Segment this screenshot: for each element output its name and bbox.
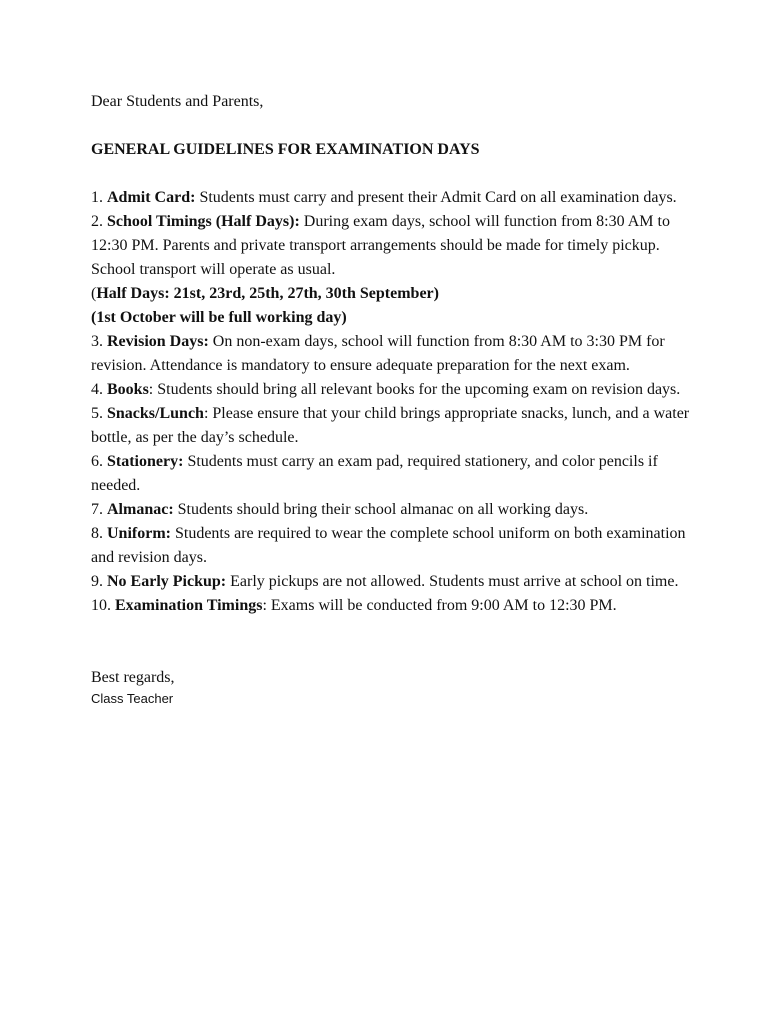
item-text: On non-exam days, school will function from 8:30 AM to 3:30 PM for revision. Attendance is mandatory to ensure adequate preparation for the next exam. [91,333,665,374]
list-item [91,522,691,570]
item-title: Books [107,381,149,398]
guidelines-list [91,186,691,618]
item-title: Revision Days: [107,333,209,350]
half-days-note [91,282,691,306]
item-title: Admit Card: [107,189,196,206]
list-item [91,378,691,402]
half-days-text: Half Days: 21st, 23rd, 25th, 27th, 30th September) [96,285,439,302]
item-number: 7. [91,501,107,518]
item-number: 9. [91,573,107,590]
letter [91,90,691,708]
item-title: Examination Timings [115,597,263,614]
list-item [91,570,691,594]
item-title: Stationery: [107,453,184,470]
item-title-suffix: : [148,381,154,398]
item-number: 3. [91,333,107,350]
item-number: 5. [91,405,107,422]
item-title: Uniform: [107,525,171,542]
item-text: Early pickups are not allowed. Students must arrive at school on time. [226,573,679,590]
item-number: 6. [91,453,107,470]
list-item [91,210,691,282]
item-title-suffix: : [203,405,209,422]
item-number: 2. [91,213,107,230]
item-number: 1. [91,189,107,206]
item-number: 10. [91,597,115,614]
item-number: 8. [91,525,107,542]
list-item [91,186,691,210]
list-item [91,498,691,522]
full-day-note: (1st October will be full working day) [91,309,347,326]
item-title: School Timings (Half Days): [107,213,300,230]
document-heading: GENERAL GUIDELINES FOR EXAMINATION DAYS [91,141,480,158]
item-text: Exams will be conducted from 9:00 AM to 12:30 PM. [266,597,617,614]
list-item [91,330,691,378]
item-text: Students are required to wear the complete school uniform on both examination and revision days. [91,525,686,566]
half-days-open-paren: ( [91,285,97,302]
item-text: During exam days, school will function from 8:30 AM to 12:30 PM. Parents and private transport arrangements should be made for timely pickup. School transport will operate as usual. [91,213,670,278]
list-item [91,402,691,450]
item-title: No Early Pickup: [107,573,227,590]
item-text: Students should bring their school almanac on all working days. [173,501,589,518]
signature: Class Teacher [91,691,174,706]
list-item [91,594,691,618]
list-item [91,450,691,498]
item-title-suffix: : [262,597,267,614]
item-text: Please ensure that your child brings appropriate snacks, lunch, and a water bottle, as per the day’s schedule. [91,405,690,446]
closing: Best regards, [91,669,175,686]
item-text: Students must carry an exam pad, required stationery, and color pencils if needed. [91,453,658,494]
item-title: Snacks/Lunch [107,405,204,422]
item-text: Students must carry and present their Admit Card on all examination days. [195,189,677,206]
item-number: 4. [91,381,107,398]
item-text: Students should bring all relevant books for the upcoming exam on revision days. [153,381,681,398]
item-title: Almanac: [107,501,174,518]
greeting: Dear Students and Parents, [91,93,264,110]
